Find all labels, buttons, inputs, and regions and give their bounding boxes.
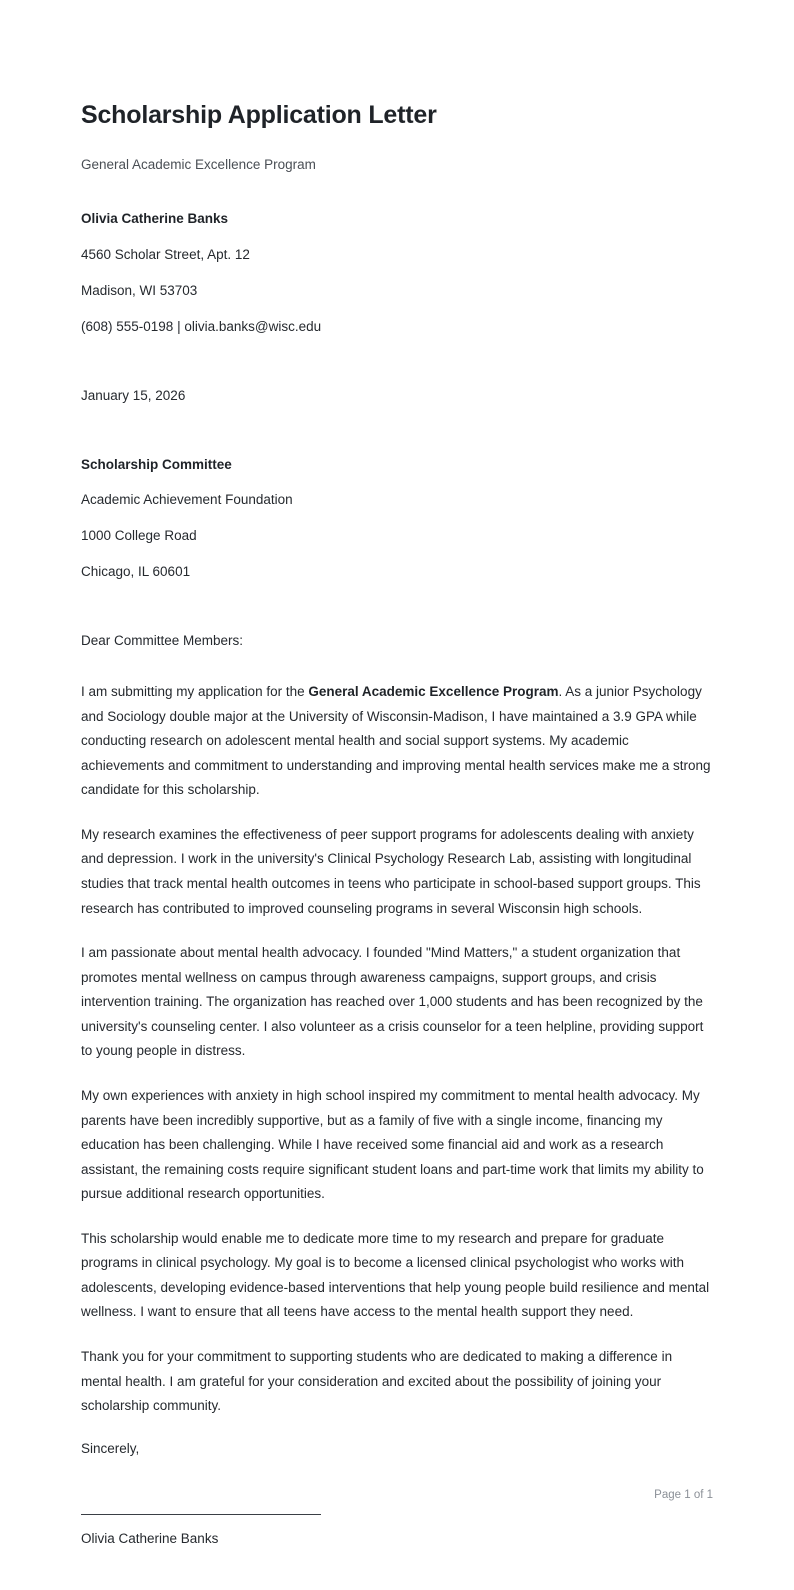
recipient-street: 1000 College Road [81,528,197,544]
recipient-address-block [81,455,713,584]
spacer-before-salutation [81,609,713,631]
sender-street: 4560 Scholar Street, Apt. 12 [81,246,250,262]
program-name-emphasis: General Academic Excellence Program [308,684,559,700]
body-paragraph-5: This scholarship would enable me to dedicate more time to my research and prepare for graduate programs in clinical psychology. My goal is to become a licensed clinical psychologist who works with adolescents, developing evidence-based interventions that help young people build resilience and mental wellness. I want to ensure that all teens have access to the mental health support they need. [81,1230,710,1320]
sender-address-block [81,209,713,338]
recipient-name: Scholarship Committee [81,456,232,472]
page-subtitle: General Academic Excellence Program [81,157,316,172]
sender-city-state-zip: Madison, WI 53703 [81,282,198,298]
salutation: Dear Committee Members: [81,633,244,649]
sender-contact: (608) 555-0198 | olivia.banks@wisc.edu [81,318,322,334]
signature-name: Olivia Catherine Banks [81,1530,219,1546]
signature-line [81,1514,321,1515]
paragraph-1-lead-text: I am submitting my application for the [81,684,309,700]
letter-date: January 15, 2026 [81,387,186,403]
body-paragraph-4: My own experiences with anxiety in high school inspired my commitment to mental health advocacy. My parents have been incredibly supportive, but as a family of five with a single income, financing my education has been challenging. While I have received some financial aid and work as a research assistant, the remaining costs require significant student loans and part-time work that limits my ability to pursue additional research opportunities. [81,1087,704,1202]
date-block [81,386,713,407]
page-title: Scholarship Application Letter [81,101,437,129]
sender-name: Olivia Catherine Banks [81,210,229,226]
body-paragraph-1 [81,680,713,803]
page-footer: Page 1 of 1 [654,1489,713,1501]
body-paragraph-2: My research examines the effectiveness of peer support programs for adolescents dealing with anxiety and depression. I work in the university's Clinical Psychology Research Lab, assisting with longitudinal studies that track mental health outcomes in teens who participate in school-based support groups. This research has contributed to improved counseling programs in several Wisconsin high schools. [81,826,701,916]
closing-salutation: Sincerely, [81,1440,140,1456]
body-paragraph-3: I am passionate about mental health advocacy. I founded "Mind Matters," a student organization that promotes mental wellness on campus through awareness campaigns, support groups, and crisis intervention training. The organization has reached over 1,000 students and has been recognized by the university's counseling center. I also volunteer as a crisis counselor for a teen helpline, providing support to young people in distress. [81,945,704,1059]
recipient-city-state-zip: Chicago, IL 60601 [81,564,191,580]
paragraph-1-trail-text: . As a junior Psychology and Sociology double major at the University of Wisconsin-Madison, I have maintained a 3.9 GPA while conducting research on adolescent mental health and social support systems. My academic achievements and commitment to understanding and improving mental health services make me a strong candidate for this scholarship. [81,684,711,798]
body-paragraph-6: Thank you for your commitment to supporting students who are dedicated to making a difference in mental health. I am grateful for your consideration and excited about the possibility of joining your scholarship community. [81,1349,673,1414]
spacer-before-recipient [81,433,713,455]
recipient-organization: Academic Achievement Foundation [81,492,293,508]
spacer-before-date [81,364,713,386]
